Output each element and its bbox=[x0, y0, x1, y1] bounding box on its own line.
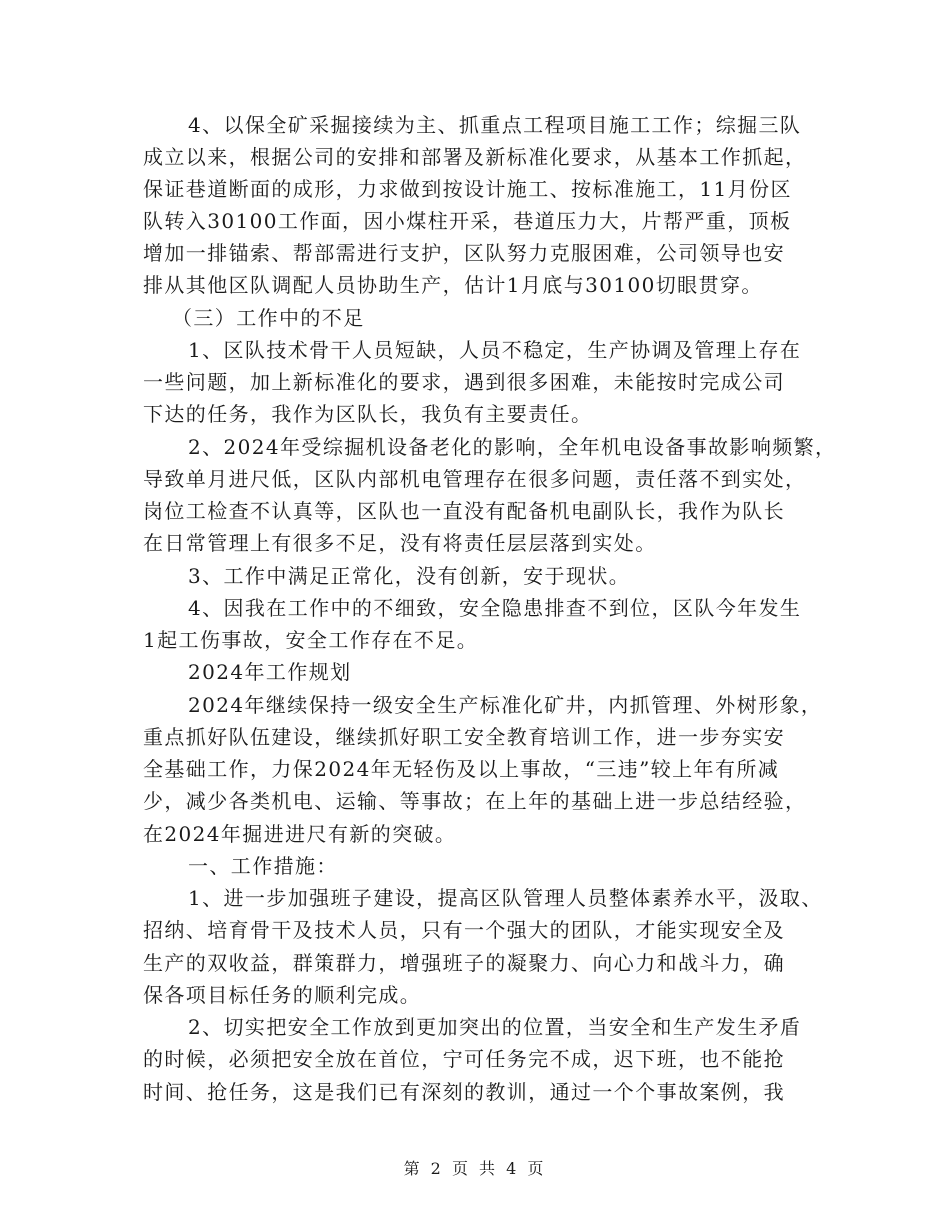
text-line: 队转入30100工作面，因小煤柱开采，巷道压力大，片帮严重，顶板 bbox=[143, 209, 792, 233]
section-heading: 2024年工作规划 bbox=[188, 660, 352, 684]
text-line: 1、区队技术骨干人员短缺，人员不稳定，生产协调及管理上存在 bbox=[188, 338, 802, 362]
page-number-footer: 第 2 页 共 4 页 bbox=[403, 1159, 547, 1178]
section-heading: （三）工作中的不足 bbox=[172, 306, 365, 330]
text-line: 2、2024年受综掘机设备老化的影响，全年机电设备事故影响频繁， bbox=[188, 435, 837, 459]
text-line: 成立以来，根据公司的安排和部署及新标准化要求，从基本工作抓起， bbox=[143, 145, 807, 169]
text-line: 重点抓好队伍建设，继续抓好职工安全教育培训工作，进一步夯实安 bbox=[143, 725, 785, 749]
text-line: 一些问题，加上新标准化的要求，遇到很多困难，未能按时完成公司 bbox=[143, 370, 785, 394]
text-line: 下达的任务，我作为区队长，我负有主要责任。 bbox=[143, 402, 593, 426]
text-line: 4、以保全矿采掘接续为主、抓重点工程项目施工工作；综掘三队 bbox=[188, 113, 802, 137]
text-line: 1、进一步加强班子建设，提高区队管理人员整体素养水平，汲取、 bbox=[188, 886, 823, 910]
text-line: 保各项目标任务的顺利完成。 bbox=[143, 983, 422, 1007]
text-line: 少，减少各类机电、运输、等事故；在上年的基础上进一步总结经验， bbox=[143, 789, 807, 813]
text-line: 招纳、培育骨干及技术人员，只有一个强大的团队，才能实现安全及 bbox=[143, 918, 785, 942]
text-line: 2024年继续保持一级安全生产标准化矿井，内抓管理、外树形象， bbox=[188, 693, 823, 717]
text-line: 1起工伤事故，安全工作存在不足。 bbox=[143, 628, 479, 652]
text-line: 生产的双收益，群策群力，增强班子的凝聚力、向心力和战斗力，确 bbox=[143, 951, 785, 975]
text-line: 保证巷道断面的成形，力求做到按设计施工、按标准施工，11月份区 bbox=[143, 177, 792, 201]
text-line: 增加一排锚索、帮部需进行支护，区队努力克服困难，公司领导也安 bbox=[143, 241, 785, 265]
text-line: 排从其他区队调配人员协助生产，估计1月底与30100切眼贯穿。 bbox=[143, 273, 763, 297]
section-heading: 一、工作措施： bbox=[188, 854, 338, 878]
text-line: 4、因我在工作中的不细致，安全隐患排查不到位，区队今年发生 bbox=[188, 596, 802, 620]
text-line: 3、工作中满足正常化，没有创新，安于现状。 bbox=[188, 564, 631, 588]
text-line: 时间、抢任务，这是我们已有深刻的教训，通过一个个事故案例，我 bbox=[143, 1080, 785, 1104]
text-line: 在日常管理上有很多不足，没有将责任层层落到实处。 bbox=[143, 531, 657, 555]
text-line: 岗位工检查不认真等，区队也一直没有配备机电副队长，我作为队长 bbox=[143, 499, 785, 523]
text-line: 在2024年掘进进尺有新的突破。 bbox=[143, 822, 457, 846]
text-line: 导致单月进尺低，区队内部机电管理存在很多问题，责任落不到实处， bbox=[143, 467, 807, 491]
text-line: 全基础工作，力保2024年无轻伤及以上事故，“三违”较上年有所减 bbox=[143, 757, 780, 781]
text-line: 2、切实把安全工作放到更加突出的位置，当安全和生产发生矛盾 bbox=[188, 1015, 802, 1039]
text-line: 的时候，必须把安全放在首位，宁可任务完不成，迟下班，也不能抢 bbox=[143, 1047, 785, 1071]
